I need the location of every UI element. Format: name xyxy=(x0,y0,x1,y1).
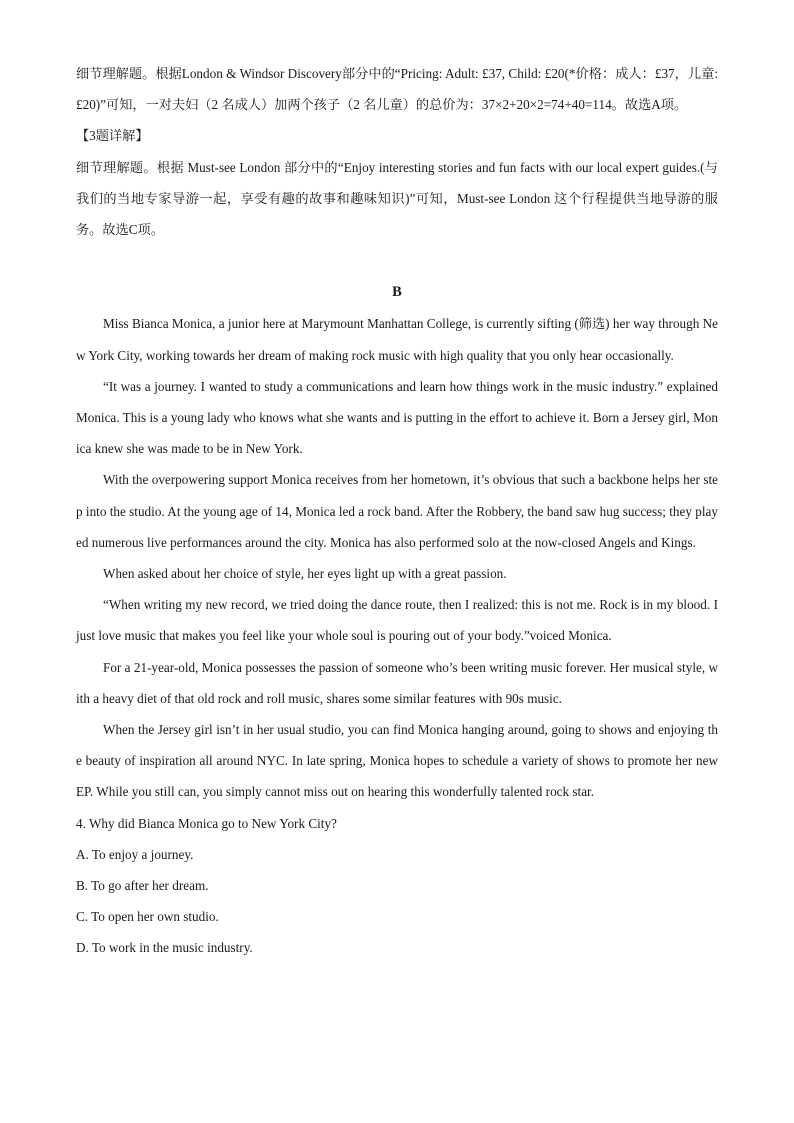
passage-paragraph: For a 21-year-old, Monica possesses the passion of someone who’s been writing music forever. Her musical style, with a heavy diet of that old rock and roll music, shares some similar features with 90s music. xyxy=(76,659,718,706)
passage-paragraph: “It was a journey. I wanted to study a communications and learn how things work in the music industry.” explained Monica. This is a young lady who knows what she wants and is putting in the effort to achieve it. Born a Jersey girl, Monica knew she was made to be in New York. xyxy=(76,378,718,457)
document-page xyxy=(76,58,718,964)
option-b: B. To go after her dream. xyxy=(76,878,209,894)
explanation-q3: 细节理解题。根据 Must-see London 部分中的“Enjoy interesting stories and fun facts with our local expert guides.(与我们的当地专家导游一起，享受有趣的故事和趣味知识)”可知，Must-see London 这个行程提供当地导游的服务。故选C项。 xyxy=(76,159,718,238)
question-stem: 4. Why did Bianca Monica go to New York City? xyxy=(76,815,337,831)
passage-title: B xyxy=(392,284,402,301)
option-a: A. To enjoy a journey. xyxy=(76,846,194,862)
passage-paragraph: When asked about her choice of style, her eyes light up with a great passion. xyxy=(103,566,507,582)
q3-heading: 【3题详解】 xyxy=(76,128,149,144)
option-d: D. To work in the music industry. xyxy=(76,940,253,956)
passage-paragraph: Miss Bianca Monica, a junior here at Marymount Manhattan College, is currently sifting (筛选) her way through New York City, working towards her dream of making rock music with high quality that you only hear occasionally. xyxy=(76,316,718,363)
explanation-q2: 细节理解题。根据London & Windsor Discovery部分中的“Pricing: Adult: £37, Child: £20(*价格：成人：£37，儿童:£20)”可知，一对夫妇（2 名成人）加两个孩子（2 名儿童）的总价为：37×2+20×2=74+40=114。故选A项。 xyxy=(76,66,718,113)
passage-paragraph: When the Jersey girl isn’t in her usual studio, you can find Monica hanging around, going to shows and enjoying the beauty of inspiration all around NYC. In late spring, Monica hopes to schedule a variety of shows to promote her new EP. While you still can, you simply cannot miss out on hearing this wonderfully talented rock star. xyxy=(76,722,718,800)
section-gap xyxy=(76,245,718,277)
passage-paragraph: With the overpowering support Monica receives from her hometown, it’s obvious that such a backbone helps her step into the studio. At the young age of 14, Monica led a rock band. After the Robbery, the band saw hug success; they played numerous live performances around the city. Monica has also performed solo at the now-closed Angels and Kings. xyxy=(76,472,718,550)
passage-paragraph: “When writing my new record, we tried doing the dance route, then I realized: this is not me. Rock is in my blood. I just love music that makes you feel like your whole soul is pouring out of your body.”voiced Monica. xyxy=(76,597,718,644)
option-c: C. To open her own studio. xyxy=(76,909,219,925)
